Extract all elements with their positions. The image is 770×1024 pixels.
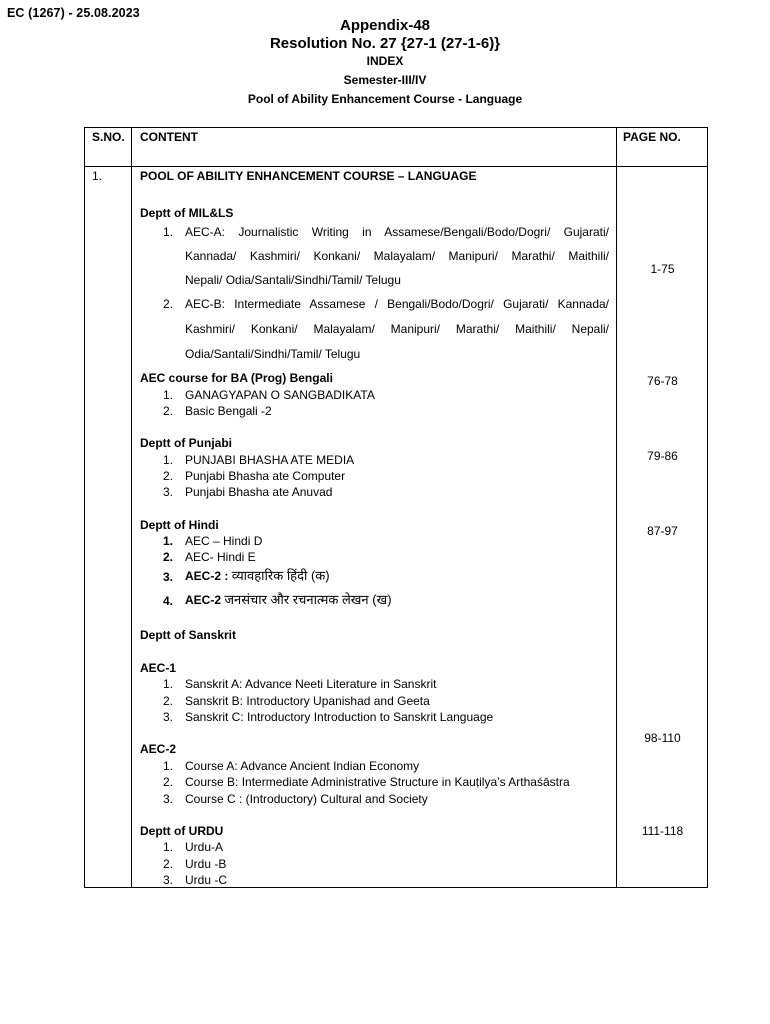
list-number: 3. — [162, 792, 173, 806]
list-item: Urdu -B — [185, 857, 227, 871]
sanskrit-aec1-heading: AEC-1 — [140, 661, 177, 675]
list-item: Punjabi Bhasha ate Anuvad — [185, 485, 333, 499]
list-number: 2. — [162, 694, 173, 708]
urdu-page-range: 111-118 — [641, 824, 684, 838]
list-number: 2. — [162, 550, 173, 564]
list-item: AEC – Hindi D — [185, 534, 263, 548]
list-item: Sanskrit A: Advance Neeti Literature in Sanskrit — [185, 677, 437, 691]
sanskrit-page-range: 98-110 — [644, 731, 681, 745]
index-table — [84, 127, 708, 888]
list-number: 2. — [162, 404, 173, 418]
mil-item-1-line-1: AEC-A: Journalistic Writing in Assamese/Bengali/Bodo/Dogri/ Gujarati/ — [185, 225, 609, 239]
list-number: 1. — [162, 759, 173, 773]
list-number: 1. — [162, 388, 173, 402]
column-divider — [131, 128, 132, 887]
mil-item-2-line-1: AEC-B: Intermediate Assamese / Bengali/Bodo/Dogri/ Gujarati/ Kannada/ — [185, 297, 609, 311]
list-item — [185, 568, 330, 584]
punjabi-heading: Deptt of Punjabi — [140, 436, 232, 450]
hindi-page-range: 87-97 — [647, 524, 678, 538]
resolution-title: Resolution No. 27 {27-1 (27-1-6)} — [269, 35, 501, 52]
sanskrit-heading: Deptt of Sanskrit — [140, 628, 237, 642]
bengali-heading: AEC course for BA (Prog) Bengali — [140, 371, 333, 385]
list-number: 3. — [162, 485, 173, 499]
mil-item-2-line-3: Odia/Santali/Sindhi/Tamil/ Telugu — [185, 347, 361, 361]
header-row-divider — [85, 166, 707, 167]
list-number: 2. — [162, 857, 173, 871]
list-item: Course A: Advance Ancient Indian Economy — [185, 759, 420, 773]
document-header — [0, 17, 770, 107]
list-item: Sanskrit C: Introductory Introduction to Sanskrit Language — [185, 710, 494, 724]
sanskrit-aec2-heading: AEC-2 — [140, 742, 177, 756]
pool-title: Pool of Ability Enhancement Course - Language — [247, 92, 523, 106]
section-title: POOL OF ABILITY ENHANCEMENT COURSE – LANGUAGE — [140, 169, 477, 183]
list-item: Punjabi Bhasha ate Computer — [185, 469, 346, 483]
header-sno: S.NO. — [92, 130, 125, 144]
punjabi-page-range: 79-86 — [647, 449, 678, 463]
list-number: 1. — [162, 534, 173, 548]
list-number: 2. — [162, 469, 173, 483]
header-page-no: PAGE NO. — [623, 130, 681, 144]
mil-item-1-line-3: Nepali/ Odia/Santali/Sindhi/Tamil/ Telugu — [185, 273, 401, 287]
list-number: 1. — [162, 677, 173, 691]
list-number: 1. — [162, 840, 173, 854]
document-reference: EC (1267) - 25.08.2023 — [7, 6, 140, 20]
list-item: PUNJABI BHASHA ATE MEDIA — [185, 453, 355, 467]
list-number: 3. — [162, 710, 173, 724]
header-content: CONTENT — [140, 130, 198, 144]
index-title: INDEX — [366, 54, 404, 68]
list-item-hindi-text: जनसंचार और रचनात्मक लेखन (ख) — [224, 592, 392, 607]
list-item: Urdu -C — [185, 873, 228, 887]
semester-title: Semester-III/IV — [343, 73, 427, 87]
list-number: 4. — [162, 594, 173, 608]
list-item-prefix: AEC-2 : — [185, 569, 229, 583]
urdu-heading: Deptt of URDU — [140, 824, 224, 838]
row-sno: 1. — [92, 169, 103, 183]
list-item: Course B: Intermediate Administrative Structure in Kauṭilya’s Arthaśāstra — [185, 775, 570, 789]
appendix-title: Appendix-48 — [339, 17, 430, 34]
list-item — [185, 592, 392, 608]
mil-page-range: 1-75 — [650, 262, 675, 276]
mil-item-1-line-2: Kannada/ Kashmiri/ Konkani/ Malayalam/ Manipuri/ Marathi/ Maithili/ — [185, 249, 609, 263]
list-number: 3. — [162, 873, 173, 887]
mil-heading: Deptt of MIL&LS — [140, 206, 234, 220]
bengali-page-range: 76-78 — [647, 374, 678, 388]
list-number: 3. — [162, 570, 173, 584]
list-item: Urdu-A — [185, 840, 224, 854]
list-number: 2. — [162, 775, 173, 789]
list-number: 1. — [162, 453, 173, 467]
list-item: AEC- Hindi E — [185, 550, 256, 564]
mil-item-2-line-2: Kashmiri/ Konkani/ Malayalam/ Manipuri/ Marathi/ Maithili/ Nepali/ — [185, 322, 609, 336]
list-item: Course C : (Introductory) Cultural and Society — [185, 792, 428, 806]
list-number: 2. — [162, 297, 173, 311]
list-item: Basic Bengali -2 — [185, 404, 272, 418]
list-item-hindi-text: व्यावहारिक हिंदी (क) — [231, 568, 330, 583]
list-item-prefix: AEC-2 — [185, 593, 222, 607]
column-divider — [616, 128, 617, 887]
hindi-heading: Deptt of Hindi — [140, 518, 219, 532]
list-item: GANAGYAPAN O SANGBADIKATA — [185, 388, 375, 402]
list-item: Sanskrit B: Introductory Upanishad and Geeta — [185, 694, 430, 708]
list-number: 1. — [162, 225, 173, 239]
